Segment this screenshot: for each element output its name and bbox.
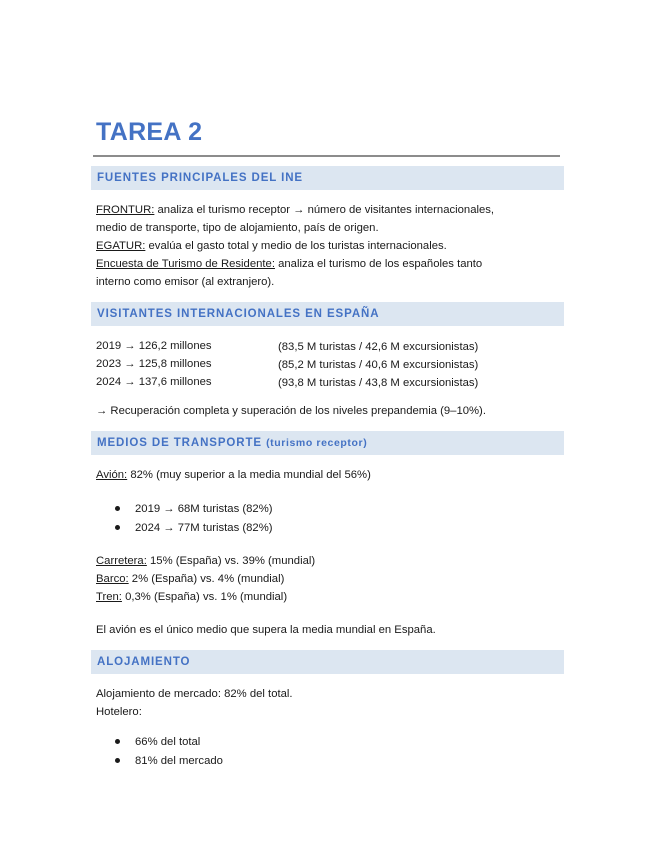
visitantes-year-2023: 2023 → 125,8 millones <box>96 358 212 370</box>
frontur-line <box>96 202 494 219</box>
avion-bullet-2024: 2024 → 77M turistas (82%) <box>135 522 273 534</box>
encuesta-line <box>96 256 482 273</box>
tren-label: Tren: <box>96 591 122 603</box>
barco-line <box>96 571 284 588</box>
avion-line <box>96 467 371 484</box>
carretera-text: 15% (España) vs. 39% (mundial) <box>146 555 316 567</box>
avion-text: 82% (muy superior a la media mundial del 56%) <box>127 469 371 481</box>
bullet-dot <box>115 758 120 763</box>
encuesta-text: analiza el turismo de los españoles tanto <box>274 258 483 270</box>
transporte-heading-sub: (turismo receptor) <box>266 437 368 449</box>
frontur-text: analiza el turismo receptor → número de visitantes internacionales, <box>154 204 495 216</box>
visitantes-year-2024: 2024 → 137,6 millones <box>96 376 212 388</box>
section-heading-transporte <box>91 431 564 455</box>
encuesta-line-2: interno como emisor (al extranjero). <box>96 276 275 288</box>
visitantes-detail-2023: (85,2 M turistas / 40,6 M excursionistas) <box>278 359 479 371</box>
alojamiento-line-1: Alojamiento de mercado: 82% del total. <box>96 688 293 700</box>
avion-label: Avión: <box>96 469 128 481</box>
carretera-label: Carretera: <box>96 555 147 567</box>
section-heading-alojamiento: ALOJAMIENTO <box>91 650 564 674</box>
hotelero-bullet-mercado: 81% del mercado <box>135 755 223 767</box>
section-heading-visitantes: VISITANTES INTERNACIONALES EN ESPAÑA <box>91 302 564 326</box>
barco-label: Barco: <box>96 573 129 585</box>
transporte-heading-main: MEDIOS DE TRANSPORTE <box>97 437 262 449</box>
carretera-line <box>96 553 315 570</box>
frontur-label: FRONTUR: <box>96 204 155 216</box>
visitantes-detail-2019: (83,5 M turistas / 42,6 M excursionistas) <box>278 341 479 353</box>
page-title: TAREA 2 <box>96 118 203 146</box>
visitantes-detail-2024: (93,8 M turistas / 43,8 M excursionistas) <box>278 377 479 389</box>
frontur-line-2: medio de transporte, tipo de alojamiento, país de origen. <box>96 222 379 234</box>
visitantes-note: → Recuperación completa y superación de los niveles prepandemia (9–10%). <box>96 405 486 417</box>
section-heading-fuentes: FUENTES PRINCIPALES DEL INE <box>91 166 564 190</box>
bullet-dot <box>115 739 120 744</box>
barco-text: 2% (España) vs. 4% (mundial) <box>128 573 285 585</box>
hotelero-bullet-total: 66% del total <box>135 736 201 748</box>
bullet-dot <box>115 506 120 511</box>
title-divider <box>93 155 560 157</box>
tren-text: 0,3% (España) vs. 1% (mundial) <box>121 591 288 603</box>
bullet-dot <box>115 525 120 530</box>
transporte-conclusion: El avión es el único medio que supera la media mundial en España. <box>96 624 436 636</box>
alojamiento-line-2: Hotelero: <box>96 706 142 718</box>
encuesta-label: Encuesta de Turismo de Residente: <box>96 258 275 270</box>
tren-line <box>96 589 287 606</box>
egatur-text: evalúa el gasto total y medio de los turistas internacionales. <box>145 240 447 252</box>
egatur-line <box>96 238 447 255</box>
visitantes-year-2019: 2019 → 126,2 millones <box>96 340 212 352</box>
egatur-label: EGATUR: <box>96 240 146 252</box>
avion-bullet-2019: 2019 → 68M turistas (82%) <box>135 503 273 515</box>
